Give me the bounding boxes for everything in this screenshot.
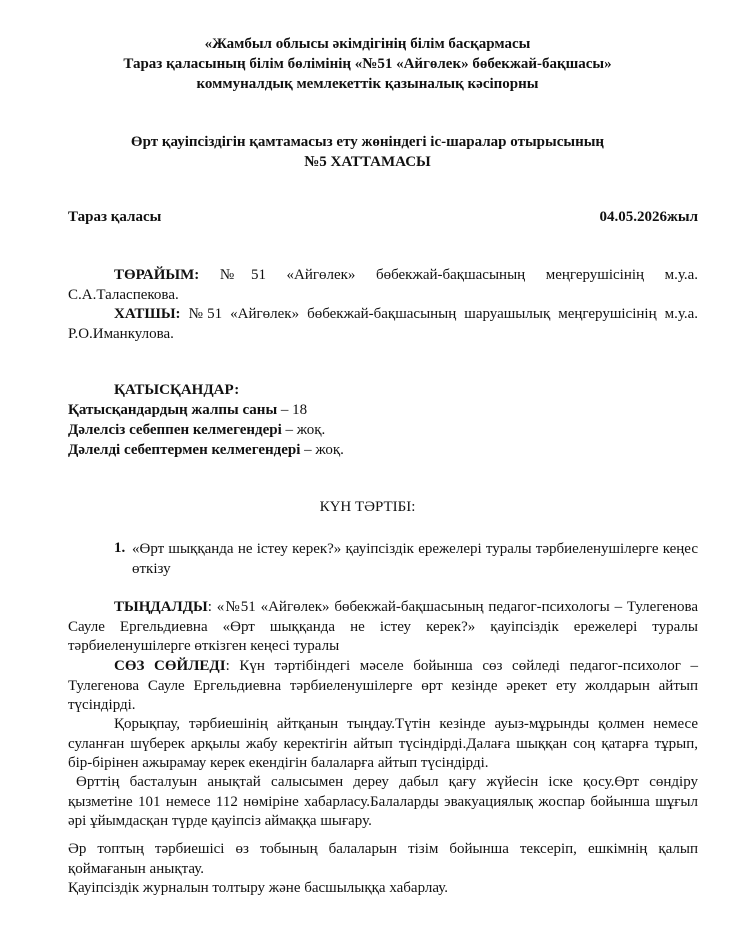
attendees-total-value: – 18 — [277, 402, 308, 418]
attendees-total-label: Қатысқандардың жалпы саны — [68, 402, 278, 418]
secretary-text: №51 «Айгөлек» бөбекжай-бақшасының шаруашылық меңгерушісінің м.у.а. Р.О.Иманкулова. — [68, 306, 698, 342]
attendees-excused — [68, 442, 344, 459]
body-paragraph-3: Әр топтың тәрбиешісі өз тобының балаларын тізім бойынша тексеріп, ешкімнің қалып қоймағанын анықтау. — [68, 841, 698, 877]
listened-text: : «№51 «Айгөлек» бөбекжай-бақшасының педагог-психологы – Тулегенова Сауле Ергельдиевна «Өрт шыққанда не істеу керек?» қауіпсіздік ережелері туралы тәрбиеленушілерге өткізген кеңесі туралы — [68, 599, 698, 654]
attendees-total — [68, 402, 307, 419]
agenda-item-number: 1. — [114, 540, 126, 556]
title-line-2: №5 ХАТТАМАСЫ — [304, 154, 431, 170]
body-paragraph-1: Қорықпау, тәрбиешінің айтқанын тыңдау.Түтін кезінде ауыз-мұрынды қолмен немесе суланған шүберек арқылы жабу керектігін айтып түсіндірді.Далаға шыққан соң қатарға тұрып, бір-бірінен ажырамау керек екендігін балаларға айтып түсіндірді. — [68, 716, 698, 771]
attendees-excused-label: Дәлелді себептермен келмегендері — [68, 442, 301, 458]
attendees-heading: ҚАТЫСҚАНДАР: — [114, 382, 240, 398]
chair-text: №51 «Айгөлек» бөбекжай-бақшасының меңгерушісінің м.у.а. С.А.Таласпекова. — [68, 267, 698, 303]
body-paragraph-4: Қауіпсіздік журналын толтыру және басшылыққа хабарлау. — [68, 880, 449, 896]
header-line-3: коммуналдық мемлекеттік қазыналық кәсіпорны — [196, 76, 539, 92]
body-paragraph-2: Өрттің басталуын анықтай салысымен дереу дабыл қағу жүйесін іске қосу.Өрт сөндіру қызметіне 101 немесе 112 нөміріне хабарласу.Балаларды эвакуациялық жоспар бойынша шұғыл әрі ұйымдасқан түрде қауіпсіз аймаққа шығару. — [68, 774, 698, 829]
secretary-paragraph — [68, 305, 698, 344]
attendees-unexcused — [68, 422, 325, 439]
header-line-2: Тараз қаласының білім бөлімінің «№51 «Айгөлек» бөбекжай-бақшасы» — [123, 56, 612, 72]
spoke-paragraph — [68, 657, 698, 716]
listened-paragraph — [68, 598, 698, 657]
listened-label: ТЫҢДАЛДЫ — [114, 599, 208, 615]
attendees-unexcused-value: – жоқ. — [281, 422, 326, 438]
agenda-item-text: «Өрт шыққанда не істеу керек?» қауіпсіздік ережелері туралы тәрбиеленушілерге кеңес өткізу — [132, 541, 698, 577]
header-line-1: «Жамбыл облысы әкімдігінің білім басқармасы — [204, 36, 531, 52]
title-line-1: Өрт қауіпсіздігін қамтамасыз ету жөніндегі іс-шаралар отырысының — [130, 134, 605, 150]
attendees-unexcused-label: Дәлелсіз себеппен келмегендері — [68, 422, 282, 438]
chair-label: ТӨРАЙЫМ: — [114, 267, 200, 283]
chair-paragraph — [68, 266, 698, 305]
agenda-heading: КҮН ТӘРТІБІ: — [319, 499, 416, 515]
date: 04.05.2026жыл — [599, 209, 698, 225]
spoke-label: СӨЗ СӨЙЛЕДІ — [114, 658, 226, 674]
secretary-label: ХАТШЫ: — [114, 306, 181, 322]
spoke-text: : Күн тәртібіндегі мәселе бойынша сөз сөйледі педагог-психолог – Тулегенова Сауле Ергельдиевна тәрбиеленушілерге өрт кезінде әрекет ету жолдарын айтып түсіндірді. — [68, 658, 698, 713]
city: Тараз қаласы — [68, 209, 162, 225]
attendees-excused-value: – жоқ. — [300, 442, 344, 458]
